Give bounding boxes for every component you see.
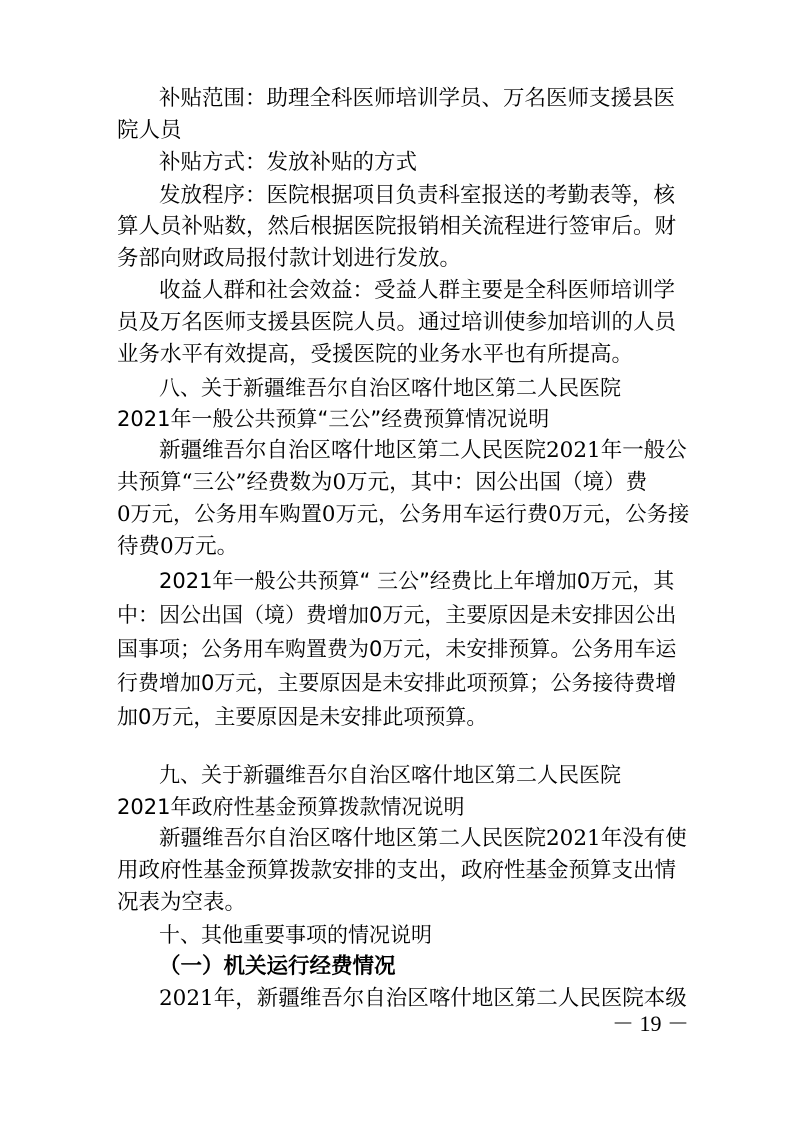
section-heading: 九、关于新疆维吾尔自治区喀什地区第二人民医院 xyxy=(159,763,621,787)
text-line: 发放程序：医院根据项目负责科室报送的考勤表等，核 xyxy=(159,183,676,208)
text-line: 务部向财政局报付款计划进行发放。 xyxy=(117,246,462,271)
text-line: 员及万名医师支援县医院人员。通过培训使参加培训的人员 xyxy=(117,310,677,335)
section-heading: 2021年一般公共预算“三公”经费预算情况说明 xyxy=(117,407,550,431)
text-line: 共预算“三公”经费数为0万元，其中：因公出国（境）费 xyxy=(117,470,648,495)
text-line: 院人员 xyxy=(117,118,182,143)
text-line: 新疆维吾尔自治区喀什地区第二人民医院2021年没有使 xyxy=(159,826,687,851)
text-line: 加0万元，主要原因是未安排此项预算。 xyxy=(117,705,488,729)
text-line: 2021年，新疆维吾尔自治区喀什地区第二人民医院本级 xyxy=(159,986,687,1011)
text-line: 业务水平有效提高，受援医院的业务水平也有所提高。 xyxy=(117,342,634,367)
section-heading: 2021年政府性基金预算拨款情况说明 xyxy=(117,795,465,819)
text-line: 0万元，公务用车购置0万元，公务用车运行费0万元，公务接 xyxy=(117,502,690,527)
subsection-heading: （一）机关运行经费情况 xyxy=(159,954,396,979)
text-line: 收益人群和社会效益：受益人群主要是全科医师培训学 xyxy=(159,278,676,303)
text-line: 补贴范围：助理全科医师培训学员、万名医师支援县医 xyxy=(159,86,676,111)
text-line: 国事项；公务用车购置费为0万元，未安排预算。公务用车运 xyxy=(117,637,677,661)
text-line: 算人员补贴数，然后根据医院报销相关流程进行签审后。财 xyxy=(117,214,677,239)
text-line: 况表为空表。 xyxy=(117,890,247,915)
text-line: 中：因公出国（境）费增加0万元，主要原因是未安排因公出 xyxy=(117,603,677,627)
text-line: 待费0万元。 xyxy=(117,534,239,559)
text-line: 用政府性基金预算拨款安排的支出，政府性基金预算支出情 xyxy=(117,858,677,883)
text-line: 2021年一般公共预算“ 三公”经费比上年增加0万元，其 xyxy=(159,569,675,593)
text-line: 新疆维吾尔自治区喀什地区第二人民医院2021年一般公 xyxy=(159,438,687,463)
section-heading: 八、关于新疆维吾尔自治区喀什地区第二人民医院 xyxy=(159,376,621,400)
text-line: 补贴方式：发放补贴的方式 xyxy=(159,150,418,175)
section-heading: 十、其他重要事项的情况说明 xyxy=(159,923,432,947)
text-line: 行费增加0万元，主要原因是未安排此项预算；公务接待费增 xyxy=(117,671,677,695)
page-number: － 19 － xyxy=(612,1011,690,1036)
